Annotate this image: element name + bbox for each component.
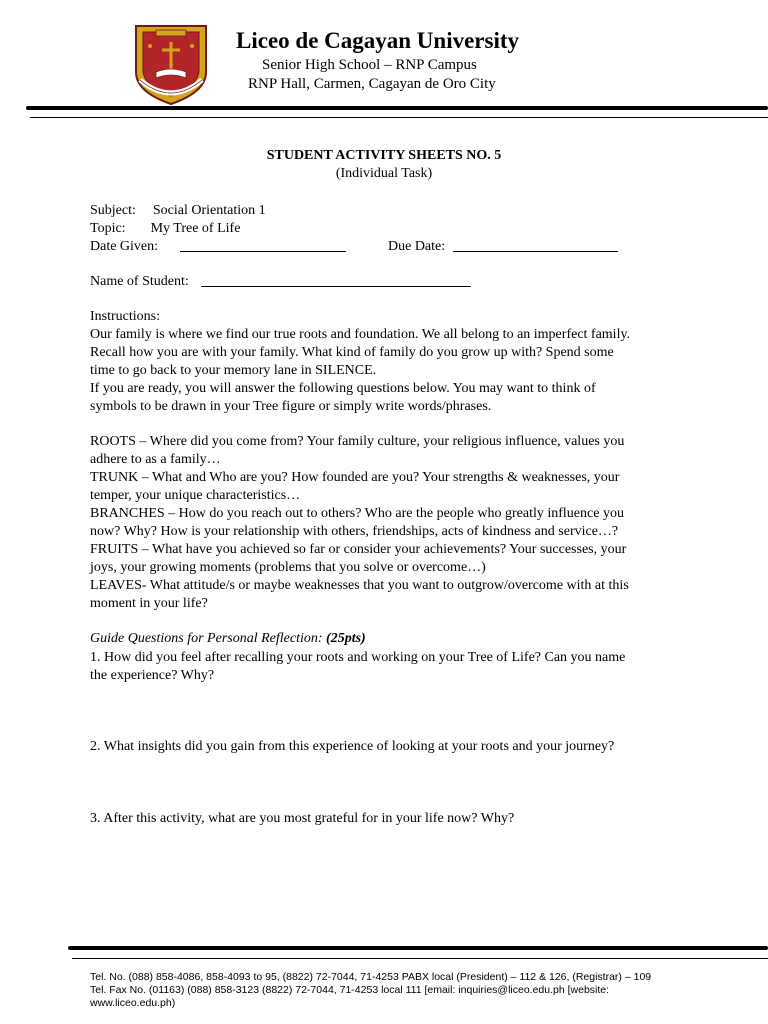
trunk-line: TRUNK – What and Who are you? How founded are you? Your strengths & weaknesses, your (90, 470, 620, 485)
guide-heading-row (90, 630, 366, 648)
guide-points: (25pts) (326, 631, 366, 646)
subject-value: Social Orientation 1 (152, 203, 266, 218)
branches-line: BRANCHES – How do you reach out to others? Who are the people who greatly influence you (90, 506, 624, 521)
sheet-subtitle: (Individual Task) (335, 166, 433, 181)
question-1-line: 1. How did you feel after recalling your roots and working on your Tree of Life? Can you name (90, 650, 626, 665)
instructions-line: If you are ready, you will answer the following questions below. You may want to think of (90, 381, 596, 396)
student-name-label: Name of Student: (90, 274, 189, 289)
leaves-line: LEAVES- What attitude/s or maybe weaknesses that you want to outgrow/overcome with at this (90, 578, 629, 593)
footer-rule-thin (72, 958, 768, 959)
sheet-title: STUDENT ACTIVITY SHEETS NO. 5 (266, 148, 502, 163)
campus-line: Senior High School – RNP Campus (262, 57, 477, 73)
subject-label: Subject: (90, 203, 136, 218)
fruits-line: joys, your growing moments (problems that you solve or overcome…) (90, 560, 486, 575)
guide-heading: Guide Questions for Personal Reflection: (90, 631, 323, 646)
topic-label: Topic: (90, 221, 126, 236)
due-date-label: Due Date: (388, 239, 446, 254)
fruits-line: FRUITS – What have you achieved so far or consider your achievements? Your successes, your (90, 542, 627, 557)
instructions-line: time to go back to your memory lane in SILENCE. (90, 363, 377, 378)
student-name-blank[interactable] (201, 274, 471, 287)
subject-row (90, 202, 266, 220)
branches-line: now? Why? How is your relationship with others, friendships, acts of kindness and service…? (90, 524, 619, 539)
university-name: Liceo de Cagayan University (236, 28, 520, 53)
due-date-blank[interactable] (453, 239, 618, 252)
instructions-heading: Instructions: (90, 309, 160, 324)
instructions-line: Recall how you are with your family. What kind of family do you grow up with? Spend some (90, 345, 614, 360)
question-1-line: the experience? Why? (90, 668, 215, 683)
university-seal-logo (126, 22, 216, 106)
footer-line: Tel. No. (088) 858-4086, 858-4093 to 95, (8822) 72-7044, 71-4253 PABX local (President) – 112 & 126, (Registrar) – 109 (90, 971, 652, 983)
address-line: RNP Hall, Carmen, Cagayan de Oro City (248, 76, 496, 92)
footer-line: www.liceo.edu.ph) (90, 997, 176, 1009)
instructions-line: Our family is where we find our true roots and foundation. We all belong to an imperfect family. (90, 327, 631, 342)
trunk-line: temper, your unique characteristics… (90, 488, 301, 503)
footer-contact (90, 971, 650, 1010)
instructions-line: symbols to be drawn in your Tree figure or simply write words/phrases. (90, 399, 492, 414)
header-rule-thick (26, 106, 768, 110)
date-given-row (90, 238, 158, 256)
roots-line: adhere to as a family… (90, 452, 221, 467)
date-given-label: Date Given: (90, 239, 159, 254)
topic-value: My Tree of Life (150, 221, 241, 236)
question-2: 2. What insights did you gain from this experience of looking at your roots and your journey? (90, 739, 615, 754)
topic-row (90, 220, 240, 238)
leaves-line: moment in your life? (90, 596, 208, 611)
header-rule-thin (30, 117, 768, 118)
footer-rule-thick (68, 946, 768, 950)
roots-line: ROOTS – Where did you come from? Your family culture, your religious influence, values you (90, 434, 625, 449)
date-given-blank[interactable] (180, 239, 346, 252)
question-3: 3. After this activity, what are you most grateful for in your life now? Why? (90, 811, 515, 826)
footer-line: Tel. Fax No. (01163) (088) 858-3123 (8822) 72-7044, 71-4253 local 111 [email: inquiries@liceo.edu.ph [website: (90, 984, 610, 996)
